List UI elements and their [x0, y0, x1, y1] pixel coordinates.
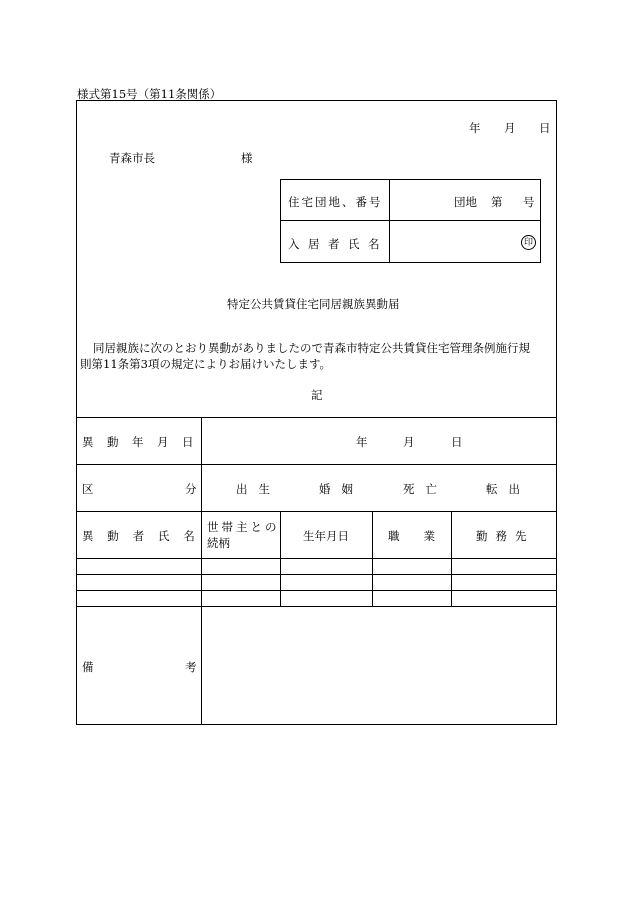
move-date-day: 日	[451, 435, 463, 449]
remarks-label-1: 備	[82, 660, 94, 674]
addressee-honorific: 様	[241, 151, 253, 165]
date-month: 月	[504, 121, 516, 135]
body-text-line1: 同居親族に次のとおり異動がありましたので青森市特定公共賃貸住宅管理条例施行規	[93, 341, 530, 355]
main-table-top	[76, 417, 557, 418]
remarks-field[interactable]	[202, 607, 556, 724]
category-moveout-option[interactable]: 転出	[486, 482, 531, 496]
move-date-label: 異動年月日	[82, 435, 207, 449]
applicant-danchi-field[interactable]: 団地	[454, 195, 477, 209]
table-row-2-name[interactable]	[77, 575, 201, 590]
category-birth-option[interactable]: 出生	[236, 482, 281, 496]
category-label-2: 分	[185, 482, 197, 496]
ki-label: 記	[311, 388, 323, 402]
person-name-header: 異動者氏名	[82, 529, 209, 543]
date-year: 年	[469, 121, 481, 135]
birthdate-header: 生年月日	[303, 529, 349, 543]
move-date-month: 月	[403, 435, 415, 449]
category-label-1: 区	[82, 482, 94, 496]
category-death-option[interactable]: 死亡	[403, 482, 448, 496]
category-marriage-option[interactable]: 婚姻	[319, 482, 364, 496]
occupation-header: 職業	[388, 529, 459, 543]
relation-header-line1: 世帯主との	[207, 520, 280, 534]
body-text-line2: 則第11条第3項の規定によりお届けいたします。	[80, 357, 332, 371]
relation-header-line2: 続柄	[207, 536, 230, 550]
table-row-3-name[interactable]	[77, 591, 201, 606]
applicant-name-label: 入居者氏名	[288, 237, 388, 251]
table-row-1-name[interactable]	[77, 559, 201, 574]
addressee-name: 青森市長	[109, 151, 155, 165]
remarks-label-2: 考	[185, 660, 197, 674]
workplace-header: 勤務先	[476, 529, 535, 543]
date-day: 日	[539, 121, 551, 135]
applicant-dai: 第	[491, 195, 503, 209]
applicant-go: 号	[523, 195, 535, 209]
seal-icon: 印	[521, 235, 536, 250]
document-title: 特定公共賃貸住宅同居親族異動届	[227, 297, 400, 311]
form-number: 様式第15号（第11条関係）	[77, 87, 222, 101]
move-date-year: 年	[356, 435, 368, 449]
applicant-danchi-label: 住宅団地、番号	[288, 195, 383, 209]
